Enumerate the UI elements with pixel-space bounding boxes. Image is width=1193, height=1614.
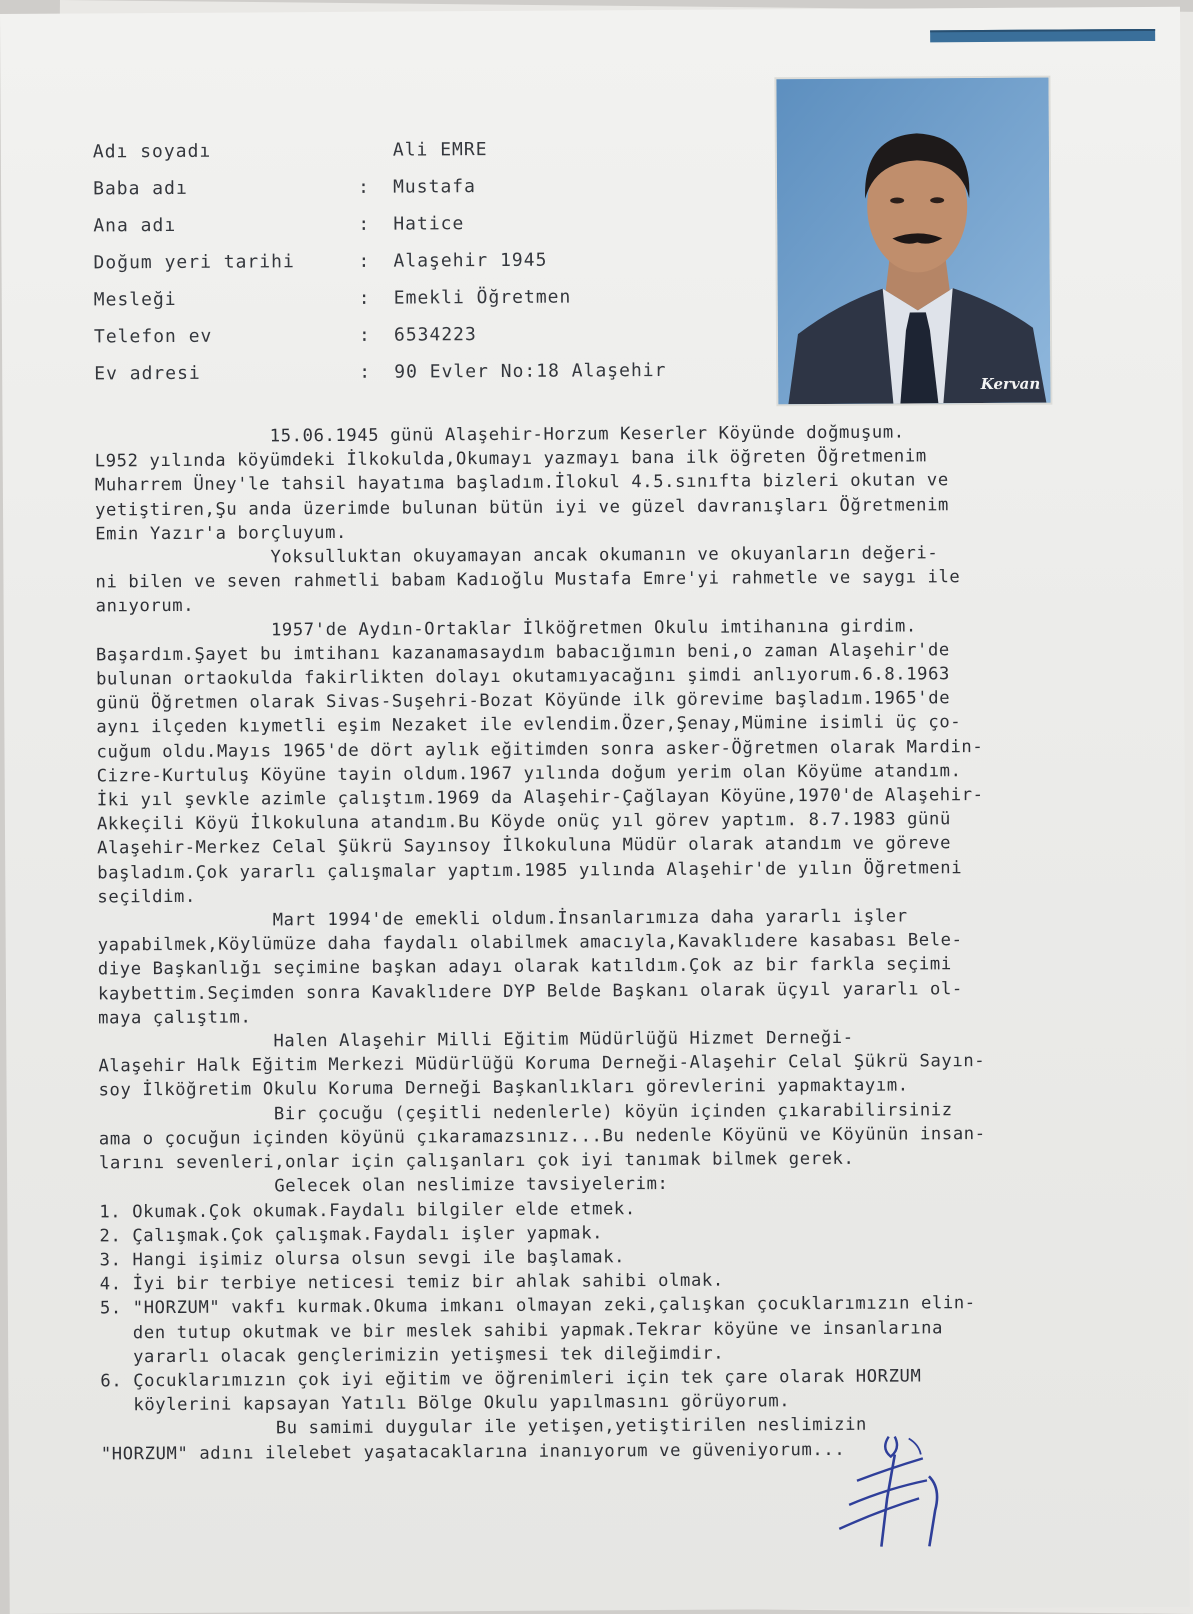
phone-colon: : xyxy=(359,325,371,346)
father-label: Baba adı xyxy=(93,178,188,200)
job-value: Emekli Öğretmen xyxy=(394,287,572,309)
paragraph-advice-intro: Gelecek olan neslimize tavsiyelerim: xyxy=(99,1169,1169,1200)
paragraph-retirement: Mart 1994'de emekli oldum.İnsanlarımıza daha yararlı işler yapabilmek,Köylümüze daha faydalı olabilmek amacıyla,Kavaklıdere kasabası Bele- diye Başkanlığı seçimine başkan adayı olarak katıldım.Çok az bir farkla seçimi kaybettim.Seçimden sonra Kavaklıdere DYP Belde Başkanı olarak üçyıl yararlı ol- maya çalıştım. xyxy=(97,903,1168,1031)
paragraph-closing: Bu samimi duygular ile yetişen,yetiştirilen neslimizin "HORZUM" adını ilelebet yaşatacaklarına inanıyorum ve güveniyorum... xyxy=(101,1411,1171,1466)
advice-item-3: 3. Hangi işimiz olursa olsun sevgi ile başlamak. xyxy=(100,1242,1170,1273)
father-value: Mustafa xyxy=(393,176,476,198)
phone-label: Telefon ev xyxy=(94,326,213,348)
address-colon: : xyxy=(359,362,371,383)
biography-text xyxy=(95,419,1171,1466)
paragraph-associations: Halen Alaşehir Milli Eğitim Müdürlüğü Hizmet Derneği- Alaşehir Halk Eğitim Merkezi Müdürlüğü Koruma Derneği-Alaşehir Celal Şükrü Sayın- soy İlköğretim Okulu Koruma Derneği Başkanlıkları görevlerini yapmaktayım. xyxy=(98,1024,1168,1103)
address-value: 90 Evler No:18 Alaşehir xyxy=(394,360,666,383)
personal-info-block xyxy=(93,141,95,400)
paragraph-village: Bir çocuğu (çeşitli nedenlerle) köyün içinden çıkarabilirsiniz ama o çocuğun içinden köyünü çıkaramazsınız...Bu nedenle Köyünü ve Köyünün insan- larını sevenleri,onlar için çalışanları çok iyi tanımak bilmek gerek. xyxy=(99,1097,1169,1176)
advice-item-4: 4. İyi bir terbiye neticesi temiz bir ahlak sahibi olmak. xyxy=(100,1266,1170,1297)
portrait-photo xyxy=(776,78,1050,405)
advice-item-5: 5. "HORZUM" vakfı kurmak.Okuma imkanı olmayan zeki,çalışkan çocuklarımızın elin- den tutup okutmak ve bir meslek sahibi yapmak.Tekrar köyüne ve insanlarına yararlı olacak gençlerimizin yetişmesi tek dileğimdir. xyxy=(100,1290,1170,1369)
paragraph-career: 1957'de Aydın-Ortaklar İlköğretmen Okulu imtihanına girdim. Başardım.Şayet bu imtihanı kazanamasaydım babacığımın beni,o zaman Alaşehir'de bulunan ortaokulda fakirlikten dolayı okutamıyacağını şimdi anlıyorum.6.8.1963 günü Öğretmen olarak Sivas-Suşehri-Bozat Köyünde ilk görevime başladım.1965'de aynı ilçeden kıymetli eşim Nezaket ile evlendim.Özer,Şenay,Mümine isimli üç ço- cuğum oldu.Mayıs 1965'de dört aylık eğitimden sonra asker-Öğretmen olarak Mardin- Cizre-Kurtuluş Köyüne tayin oldum.1967 yılında doğum yerim olan Köyüme atandım. İki yıl şevkle azimle çalıştım.1969 da Alaşehir-Çağlayan Köyüne,1970'de Alaşehir- Akkeçili Köyü İlkokuluna atandım.Bu Köyde onüç yıl görev yaptım. 8.7.1983 günü Alaşehir-Merkez Celal Şükrü Sayınsoy İlkokuluna Müdür olarak atandım ve göreve başladım.Çok yararlı çalışmalar yaptım.1985 yılında Alaşehir'de yılın Öğretmeni seçildim. xyxy=(96,613,1168,910)
paragraph-birth-education: 15.06.1945 günü Alaşehir-Horzum Keserler Köyünde doğmuşum. L952 yılında köyümdeki İlkokulda,Okumayı yazmayı bana ilk öğreten Öğretmenim Muharrem Üney'le tahsil hayatıma başladım.İlokul 4.5.sınıfta bizleri okutan ve yetiştiren,Şu anda üzerimde bulunan bütün iyi ve güzel davranışları Öğretmenim Emin Yazır'a borçluyum. xyxy=(95,419,1166,547)
blue-folder-tab xyxy=(930,29,1155,42)
advice-item-1: 1. Okumak.Çok okumak.Faydalı bilgiler elde etmek. xyxy=(99,1193,1169,1224)
birth-value: Alaşehir 1945 xyxy=(393,250,547,272)
mother-colon: : xyxy=(358,214,370,235)
address-label: Ev adresi xyxy=(94,363,201,385)
advice-item-6: 6. Çocuklarımızın çok iyi eğitim ve öğrenimleri için tek çare olarak HORZUM köylerini kapsayan Yatılı Bölge Okulu yapılmasını görüyorum. xyxy=(100,1363,1170,1418)
mother-label: Ana adı xyxy=(93,215,176,237)
birth-label: Doğum yeri tarihi xyxy=(93,251,294,273)
job-colon: : xyxy=(359,288,371,309)
advice-item-2: 2. Çalışmak.Çok çalışmak.Faydalı işler yapmak. xyxy=(99,1218,1169,1249)
document-page xyxy=(0,7,1190,1614)
birth-colon: : xyxy=(358,251,370,272)
phone-value: 6534223 xyxy=(394,324,477,346)
mother-value: Hatice xyxy=(393,213,464,234)
photo-studio-logo: Kervan xyxy=(981,375,1041,393)
handwritten-signature xyxy=(829,1418,980,1569)
father-colon: : xyxy=(358,177,370,198)
job-label: Mesleği xyxy=(94,289,177,311)
paragraph-father: Yoksulluktan okuyamayan ancak okumanın ve okuyanların değeri- ni bilen ve seven rahmetli babam Kadıoğlu Mustafa Emre'yi rahmetle ve saygı ile anıyorum. xyxy=(95,540,1165,619)
name-label: Adı soyadı xyxy=(93,141,212,163)
name-value: Ali EMRE xyxy=(393,139,488,161)
